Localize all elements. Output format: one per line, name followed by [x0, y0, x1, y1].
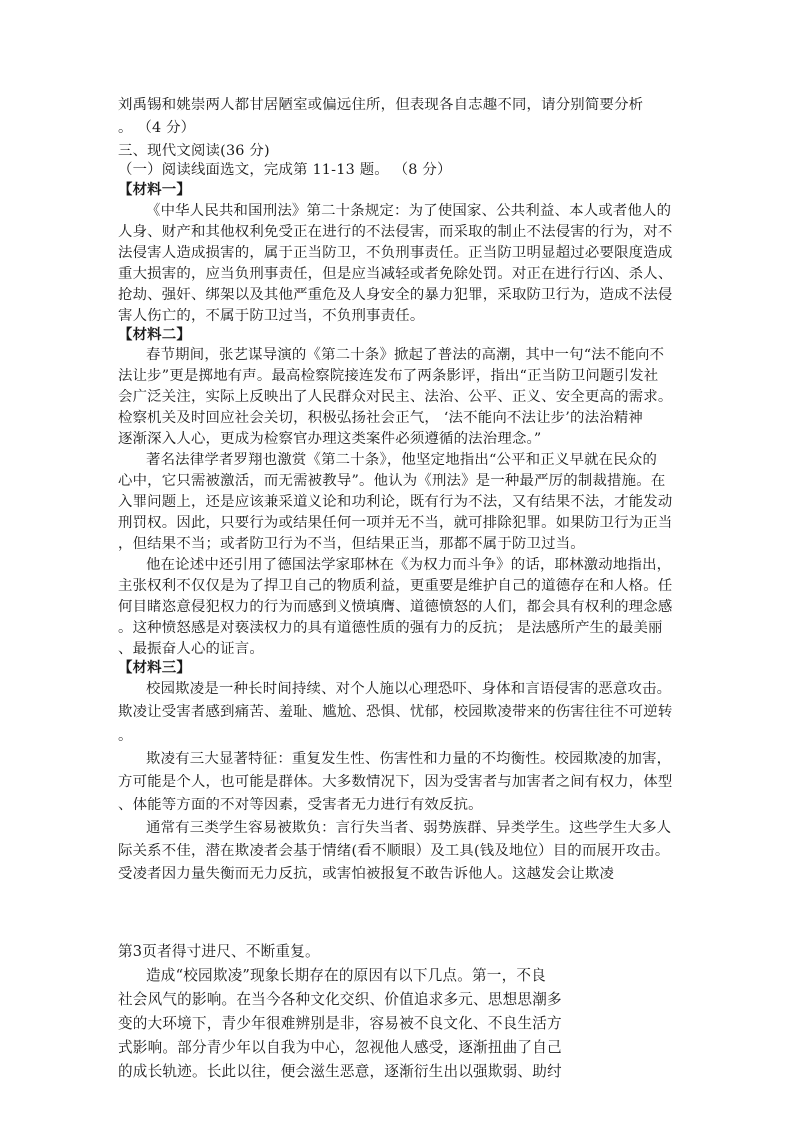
material-3-line: 际关系不佳，潜在欺凌者会基于情绪(看不顺眼）及工具(钱及地位）目的而展开攻击。 — [118, 843, 670, 859]
material-1-label: 【材料一】 — [118, 181, 191, 198]
material-3-line: 受凌者因力量失衡而无力反抗，或害怕被报复不敢告诉他人。这越发会让欺凌 — [118, 866, 615, 882]
material-1-line: 害人伤亡的，不属于防卫过当，不负刑事责任。 — [118, 308, 425, 324]
material-2-line: 主张权利不仅仅是为了捍卫自己的物质利益，更重要是维护自己的道德存在和人格。任 — [118, 578, 673, 594]
material-3-label: 【材料三】 — [118, 659, 191, 676]
material-3-line: 方可能是个人，也可能是群体。大多数情况下，因为受害者与加害者之间有权力，体型 — [118, 774, 673, 790]
material-1-line: 《中华人民共和国刑法》第二十条规定：为了使国家、公共利益、本人或者他人的 — [146, 203, 672, 219]
material-3-line: 校园欺凌是一种长时间持续、对个人施以心理恐吓、身体和言语侵害的恶意攻击。 — [146, 681, 672, 697]
material-2-line: 入罪问题上，还是应该兼采道义论和功利论，既有行为不法，又有结果不法，才能发动 — [118, 494, 673, 510]
material-1-line: 人身、财产和其他权利免受正在进行的不法侵害，而采取的制止不法侵害的行为，对不 — [118, 224, 673, 240]
material-2-line: 逐渐深入人心，更成为检察官办理这类案件必须遵循的法治理念。” — [118, 431, 542, 447]
material-2-line: 刑罚权。因此，只要行为或结果任何一项并无不当，就可排除犯罪。如果防卫行为正当 — [118, 515, 673, 531]
material-2-line: 心中，它只需被激活，而无需被教导”。他认为《刑法》是一种最严厉的制裁措施。在 — [118, 473, 666, 489]
continuation-line: 社会风气的影响。在当今各种文化交织、价值追求多元、思想思潮多 — [118, 991, 562, 1008]
material-3-line: 通常有三类学生容易被欺负：言行失当者、弱势族群、异类学生。这些学生大多人 — [146, 820, 672, 836]
material-1-line: 抢劫、强奸、绑架以及其他严重危及人身安全的暴力犯罪，采取防卫行为，造成不法侵 — [118, 287, 673, 303]
material-2-line: 、最振奋人心的证言。 — [118, 641, 264, 657]
question-text-line: 刘禹锡和姚崇两人都甘居陋室或偏远住所，但表现各自志趣不同，请分别简要分析 — [118, 97, 644, 113]
material-2-line: 著名法律学者罗翔也激赏《第二十条》，他坚定地指出“公平和正义早就在民众的 — [146, 452, 658, 468]
continuation-line: 变的大环境下，青少年很难辨别是非，容易被不良文化、不良生活方 — [118, 1015, 562, 1032]
material-3-line: 欺凌有三大显著特征：重复发生性、伤害性和力量的不均衡性。校园欺凌的加害， — [146, 751, 672, 767]
section-heading: 三、现代文阅读(36 分) — [118, 143, 270, 159]
material-2-line: ，但结果不当；或者防卫行为不当，但结果正当，那都不属于防卫过当。 — [118, 536, 585, 552]
material-2-line: 他在论述中还引用了德国法学家耶林在《为权力而斗争》的话，耶林激动地指出， — [146, 557, 672, 573]
material-2-line: 春节期间，张艺谋导演的《第二十条》掀起了普法的高潮，其中一句“法不能向不 — [146, 347, 665, 363]
material-2-label: 【材料二】 — [118, 326, 191, 343]
material-1-line: 法侵害人造成损害的，属于正当防卫，不负刑事责任。正当防卫明显超过必要限度造成 — [118, 245, 673, 261]
continuation-line: 的成长轨迹。长此以往，便会滋生恶意，逐渐衍生出以强欺弱、助纣 — [118, 1063, 562, 1080]
material-3-line: 欺凌让受害者感到痛苦、羞耻、尴尬、恐惧、忧郁，校园欺凌带来的伤害往往不可逆转 — [118, 704, 673, 720]
material-3-line: 。 — [118, 728, 133, 744]
material-2-line: 法让步”更是掷地有声。最高检察院接连发布了两条影评，指出“正当防卫问题引发社 — [118, 368, 659, 384]
material-2-line: 何目睹恣意侵犯权力的行为而感到义愤填膺、道德愤怒的人们，都会具有权利的理念感 — [118, 599, 673, 615]
material-1-line: 重大损害的，应当负刑事责任，但是应当减轻或者免除处罚。对正在进行行凶、杀人、 — [118, 266, 673, 282]
material-2-line: 检察机关及时回应社会关切，积极弘扬社会正气， ‘法不能向不法让步’的法治精神 — [118, 410, 643, 426]
continuation-line: 第3页者得寸进尺、不断重复。 — [118, 943, 320, 960]
material-3-line: 、体能等方面的不对等因素，受害者无力进行有效反抗。 — [118, 797, 483, 813]
subsection-heading: （一）阅读线面选文，完成第 11-13 题。 （8 分） — [118, 162, 452, 178]
material-2-line: 。这种愤怒感是对亵渎权力的具有道德性质的强有力的反抗； 是法感所产生的最美丽 — [118, 620, 663, 636]
continuation-line: 造成“校园欺凌”现象长期存在的原因有以下几点。第一，不良 — [146, 967, 546, 984]
question-text-line: 。 （4 分） — [118, 120, 196, 136]
continuation-line: 式影响。部分青少年以自我为中心，忽视他人感受，逐渐扭曲了自己 — [118, 1039, 562, 1056]
material-2-line: 会广泛关注，实际上反映出了人民群众对民主、法治、公平、正义、安全更高的需求。 — [118, 389, 673, 405]
